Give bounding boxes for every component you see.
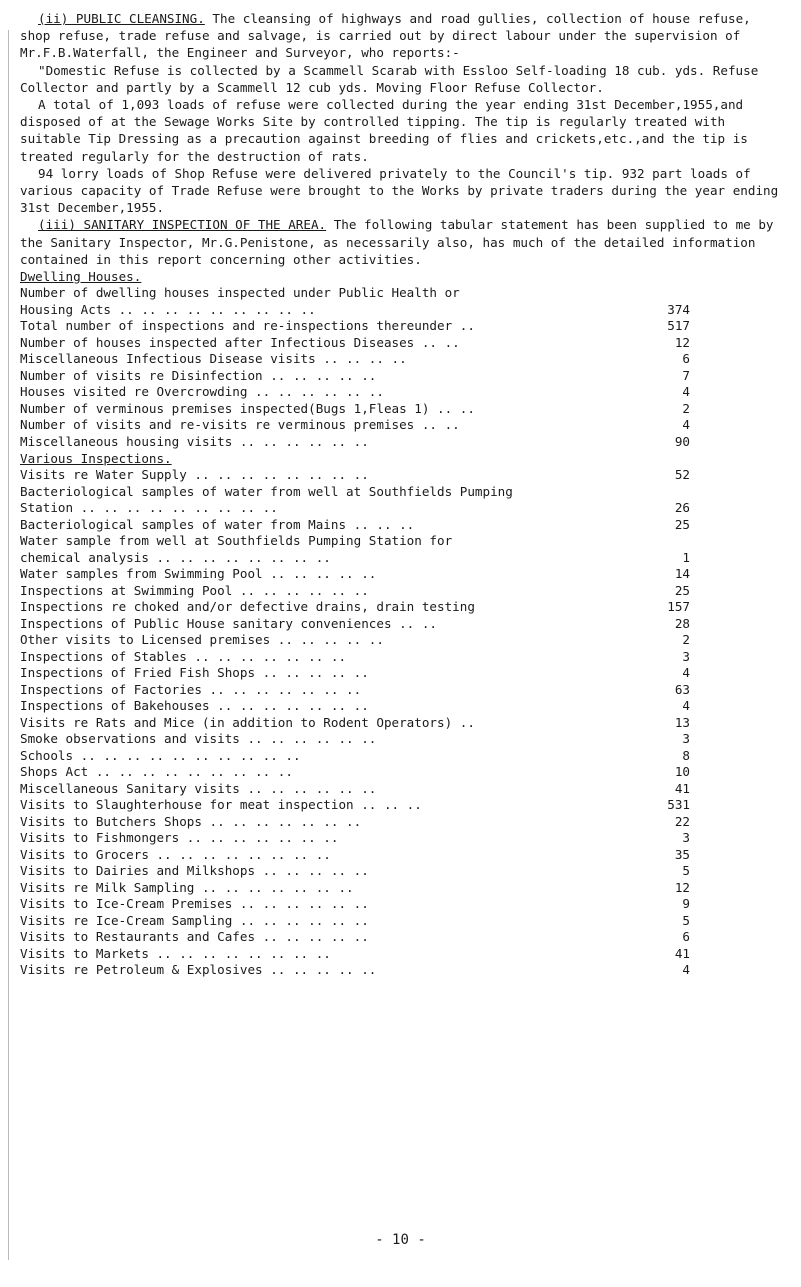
row-value: 5	[682, 863, 690, 879]
row-label: Station .. .. .. .. .. .. .. .. ..	[20, 500, 278, 516]
cleansing-paragraph	[20, 10, 780, 62]
row-label: Number of verminous premises inspected(Bugs 1,Fleas 1) .. ..	[20, 400, 475, 416]
row-label: Miscellaneous housing visits .. .. .. .. .. ..	[20, 433, 369, 449]
row-value: 13	[674, 714, 690, 730]
table-row	[20, 599, 780, 616]
row-value: 2	[682, 400, 690, 416]
table-row	[20, 764, 780, 781]
sanitary-paragraph	[20, 216, 780, 268]
table-row	[20, 384, 780, 401]
table-row	[20, 632, 780, 649]
row-label: Inspections of Bakehouses .. .. .. .. .. .. ..	[20, 698, 369, 714]
row-label: Water sample from well at Southfields Pumping Station for	[20, 533, 453, 549]
row-value: 8	[682, 747, 690, 763]
row-label: Number of houses inspected after Infectious Diseases .. ..	[20, 334, 460, 350]
row-label: Total number of inspections and re-inspections thereunder ..	[20, 318, 475, 334]
sanitary-heading: (iii) SANITARY INSPECTION OF THE AREA.	[38, 217, 327, 233]
row-value: 14	[674, 566, 690, 582]
table-row	[20, 417, 780, 434]
row-label: Smoke observations and visits .. .. .. .. .. ..	[20, 731, 377, 747]
cleansing-text-1: The cleansing of highways and road gullies, collection of house refuse, shop refuse, trade refuse and salvage, is carried out by direct labour under the supervision of Mr.F.B.Waterfall, the Engineer and Surveyor, who reports:-	[20, 11, 759, 61]
table-row	[20, 616, 780, 633]
table-row	[20, 566, 780, 583]
row-value: 12	[674, 334, 690, 350]
row-value: 4	[682, 665, 690, 681]
table-row	[20, 285, 780, 302]
table-row	[20, 682, 780, 699]
table-row	[20, 401, 780, 418]
row-value: 26	[674, 500, 690, 516]
row-label: Number of visits re Disinfection .. .. .. .. ..	[20, 367, 377, 383]
row-value: 3	[682, 648, 690, 664]
document-page	[20, 10, 786, 979]
row-label: Visits re Water Supply .. .. .. .. .. .. .. ..	[20, 467, 369, 483]
various-inspections-heading: Various Inspections.	[20, 451, 172, 467]
cleansing-heading: (ii) PUBLIC CLEANSING.	[38, 11, 205, 26]
table-row	[20, 847, 780, 864]
table-row	[20, 896, 780, 913]
domestic-refuse-paragraph: "Domestic Refuse is collected by a Scammell Scarab with Essloo Self-loading 18 cub. yds. Refuse Collector and partly by a Scammell 12 cub yds. Moving Floor Refuse Collector.	[20, 62, 766, 95]
row-label: Inspections re choked and/or defective drains, drain testing	[20, 599, 475, 615]
row-label: Visits re Rats and Mice (in addition to Rodent Operators) ..	[20, 714, 475, 730]
row-value: 52	[674, 467, 690, 483]
row-value: 25	[674, 582, 690, 598]
table-row	[20, 929, 780, 946]
table-row	[20, 797, 780, 814]
table-row	[20, 533, 780, 550]
row-value: 1	[682, 549, 690, 565]
table-row	[20, 748, 780, 765]
table-row	[20, 913, 780, 930]
dwelling-houses-heading: Dwelling Houses.	[20, 269, 142, 285]
row-label: Houses visited re Overcrowding .. .. .. .. .. ..	[20, 384, 384, 400]
page-margin-line	[8, 30, 9, 1260]
row-value: 7	[682, 367, 690, 383]
row-value: 4	[682, 698, 690, 714]
table-row	[20, 550, 780, 567]
row-value: 157	[667, 599, 690, 615]
table-row	[20, 351, 780, 368]
table-row	[20, 335, 780, 352]
row-label: Miscellaneous Sanitary visits .. .. .. .. .. ..	[20, 780, 377, 796]
row-label: Visits to Ice-Cream Premises .. .. .. .. .. ..	[20, 896, 369, 912]
row-label: Visits to Markets .. .. .. .. .. .. .. ..	[20, 945, 331, 961]
row-value: 63	[674, 681, 690, 697]
row-value: 41	[674, 780, 690, 796]
row-value: 5	[682, 912, 690, 928]
row-label: Visits to Grocers .. .. .. .. .. .. .. ..	[20, 846, 331, 862]
row-value: 3	[682, 830, 690, 846]
row-label: Visits to Fishmongers .. .. .. .. .. .. ..	[20, 830, 339, 846]
table-row	[20, 467, 780, 484]
row-label: Bacteriological samples of water from well at Southfields Pumping	[20, 483, 513, 499]
row-label: Visits to Dairies and Milkshops .. .. .. .. ..	[20, 863, 369, 879]
table-row	[20, 649, 780, 666]
row-value: 90	[674, 433, 690, 449]
table-row	[20, 715, 780, 732]
row-value: 12	[674, 879, 690, 895]
row-value: 4	[682, 417, 690, 433]
table-row	[20, 517, 780, 534]
table-row	[20, 434, 780, 451]
row-value: 4	[682, 962, 690, 978]
row-value: 6	[682, 351, 690, 367]
table-row	[20, 863, 780, 880]
table-row	[20, 880, 780, 897]
table-row	[20, 583, 780, 600]
row-label: Water samples from Swimming Pool .. .. .. .. ..	[20, 566, 377, 582]
row-label: Visits to Restaurants and Cafes .. .. .. .. ..	[20, 929, 369, 945]
row-label: Other visits to Licensed premises .. .. .. .. ..	[20, 632, 384, 648]
table-row	[20, 302, 780, 319]
row-label: Visits to Butchers Shops .. .. .. .. .. .. ..	[20, 813, 362, 829]
table-row	[20, 962, 780, 979]
row-value: 28	[674, 615, 690, 631]
dwelling-houses-table	[20, 285, 780, 450]
table-row	[20, 484, 780, 501]
row-label: Inspections at Swimming Pool .. .. .. .. .. ..	[20, 582, 369, 598]
table-row	[20, 665, 780, 682]
row-value: 2	[682, 632, 690, 648]
row-value: 374	[667, 301, 690, 317]
row-value: 4	[682, 384, 690, 400]
table-row	[20, 830, 780, 847]
row-label: Miscellaneous Infectious Disease visits .. .. .. ..	[20, 351, 407, 367]
row-label: Shops Act .. .. .. .. .. .. .. .. ..	[20, 764, 293, 780]
row-value: 25	[674, 516, 690, 532]
row-label: chemical analysis .. .. .. .. .. .. .. ..	[20, 549, 331, 565]
row-label: Visits to Slaughterhouse for meat inspection .. .. ..	[20, 797, 422, 813]
row-value: 22	[674, 813, 690, 829]
row-value: 9	[682, 896, 690, 912]
row-value: 3	[682, 731, 690, 747]
row-label: Visits re Ice-Cream Sampling .. .. .. .. .. ..	[20, 912, 369, 928]
table-row	[20, 368, 780, 385]
row-label: Number of visits and re-visits re verminous premises .. ..	[20, 417, 460, 433]
table-row	[20, 698, 780, 715]
table-row	[20, 814, 780, 831]
row-label: Housing Acts .. .. .. .. .. .. .. .. ..	[20, 301, 316, 317]
row-value: 10	[674, 764, 690, 780]
row-label: Visits re Petroleum & Explosives .. .. .. .. ..	[20, 962, 377, 978]
sanitary-text: The following tabular statement has been supplied to me by the Sanitary Inspector, Mr.G.Penistone, as necessarily also, has much of the detailed information contained in this report concerning other activities.	[20, 217, 782, 267]
row-value: 6	[682, 929, 690, 945]
row-label: Schools .. .. .. .. .. .. .. .. .. ..	[20, 747, 301, 763]
row-label: Number of dwelling houses inspected under Public Health or	[20, 285, 460, 301]
page-number: - 10 -	[375, 1232, 426, 1248]
table-row	[20, 781, 780, 798]
refuse-loads-paragraph: A total of 1,093 loads of refuse were collected during the year ending 31st December,1955,and disposed of at the Sewage Works Site by controlled tipping. The tip is regularly treated with suitable Tip Dressing as a precaution against breeding of flies and crickets,etc.,and the tip is treated regularly for the destruction of rats.	[20, 97, 756, 164]
row-label: Inspections of Stables .. .. .. .. .. .. ..	[20, 648, 347, 664]
shop-refuse-paragraph: 94 lorry loads of Shop Refuse were delivered privately to the Council's tip. 932 part loads of various capacity of Trade Refuse were brought to the Works by private traders during the year ending 31st December,1955.	[20, 165, 786, 216]
row-label: Inspections of Factories .. .. .. .. .. .. ..	[20, 681, 362, 697]
row-label: Inspections of Fried Fish Shops .. .. .. .. ..	[20, 665, 369, 681]
row-value: 531	[667, 797, 690, 813]
row-label: Visits re Milk Sampling .. .. .. .. .. .. ..	[20, 879, 354, 895]
row-value: 35	[674, 846, 690, 862]
table-row	[20, 318, 780, 335]
table-row	[20, 946, 780, 963]
various-inspections-table	[20, 467, 780, 979]
row-value: 517	[667, 318, 690, 334]
row-value: 41	[674, 945, 690, 961]
row-label: Bacteriological samples of water from Mains .. .. ..	[20, 516, 415, 532]
table-row	[20, 500, 780, 517]
table-row	[20, 731, 780, 748]
row-label: Inspections of Public House sanitary conveniences .. ..	[20, 615, 438, 631]
